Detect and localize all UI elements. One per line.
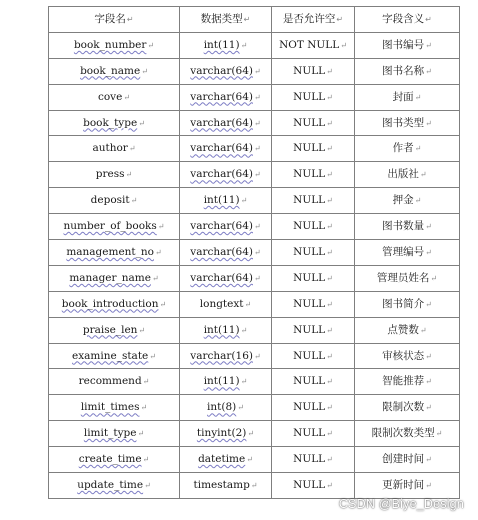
header-field-name-text: 字段名 (94, 12, 126, 25)
table-row (49, 421, 460, 447)
field-name-cell-text: book_name (80, 64, 141, 77)
field-name-cell (49, 58, 180, 84)
data-type-cell-text: varchar(64) (190, 245, 253, 258)
paragraph-mark: ↵ (253, 118, 261, 128)
nullable-cell (272, 447, 355, 473)
paragraph-mark: ↵ (326, 377, 333, 387)
data-type-cell-text: varchar(64) (190, 168, 253, 181)
paragraph-mark: ↵ (340, 40, 347, 50)
field-name-cell (49, 136, 180, 162)
paragraph-mark: ↵ (240, 325, 248, 335)
paragraph-mark: ↵ (326, 170, 333, 180)
field-name-cell-text: limit_type (83, 427, 137, 440)
paragraph-mark: ↵ (144, 480, 151, 490)
paragraph-mark: ↵ (240, 196, 248, 206)
nullable-cell (272, 162, 355, 188)
table-row (49, 162, 460, 188)
header-data-type-text: 数据类型 (200, 12, 243, 25)
field-meaning-cell (355, 84, 460, 110)
nullable-cell-text: NULL (293, 349, 326, 362)
paragraph-mark: ↵ (425, 351, 432, 361)
field-name-cell-text: create_time (78, 453, 142, 466)
paragraph-mark: ↵ (250, 480, 258, 490)
table-row (49, 240, 460, 266)
paragraph-mark: ↵ (247, 429, 255, 439)
nullable-cell (272, 473, 355, 499)
field-name-cell (49, 473, 180, 499)
csdn-watermark: CSDN @Biye_Design (338, 497, 464, 511)
data-type-cell (180, 162, 272, 188)
header-field-name (49, 7, 180, 33)
field-name-cell (49, 265, 180, 291)
nullable-cell-text: NULL (293, 427, 326, 440)
field-meaning-cell-text: 封面 (392, 90, 414, 103)
data-type-cell (180, 473, 272, 499)
nullable-cell-text: NULL (293, 478, 326, 491)
field-meaning-cell (355, 162, 460, 188)
field-name-cell-text: book_type (83, 116, 138, 129)
field-name-cell-text: book_number (73, 38, 147, 51)
field-name-cell-text: book_introduction (61, 297, 159, 310)
table-row (49, 343, 460, 369)
nullable-cell-text: NULL (293, 116, 326, 129)
paragraph-mark: ↵ (419, 325, 427, 335)
field-name-cell (49, 32, 180, 58)
field-definition-table (48, 6, 460, 499)
nullable-cell-text: NULL (293, 168, 326, 181)
nullable-cell-text: NULL (293, 142, 326, 155)
nullable-cell-text: NOT NULL (279, 38, 340, 51)
data-type-cell (180, 265, 272, 291)
nullable-cell (272, 291, 355, 317)
paragraph-mark: ↵ (425, 299, 432, 309)
paragraph-mark: ↵ (137, 429, 145, 439)
paragraph-mark: ↵ (326, 351, 333, 361)
paragraph-mark: ↵ (425, 455, 432, 465)
nullable-cell (272, 421, 355, 447)
field-name-cell (49, 369, 180, 395)
paragraph-mark: ↵ (425, 66, 432, 76)
data-type-cell-text: tinyint(2) (196, 427, 247, 440)
nullable-cell-text: NULL (293, 194, 326, 207)
nullable-cell (272, 214, 355, 240)
data-type-cell-text: varchar(64) (190, 142, 253, 155)
paragraph-mark: ↵ (425, 377, 432, 387)
field-name-cell-text: author (92, 142, 128, 155)
table-row (49, 32, 460, 58)
data-type-cell (180, 369, 272, 395)
paragraph-mark: ↵ (425, 14, 432, 24)
data-type-cell (180, 188, 272, 214)
paragraph-mark: ↵ (326, 325, 333, 335)
data-type-cell (180, 421, 272, 447)
data-type-cell (180, 447, 272, 473)
field-name-cell (49, 447, 180, 473)
paragraph-mark: ↵ (246, 455, 253, 465)
nullable-cell (272, 240, 355, 266)
field-meaning-cell (355, 395, 460, 421)
paragraph-mark: ↵ (326, 92, 333, 102)
header-data-type (180, 7, 272, 33)
paragraph-mark: ↵ (126, 14, 134, 24)
field-meaning-cell-text: 图书类型 (382, 116, 425, 129)
nullable-cell (272, 369, 355, 395)
table-body (49, 32, 460, 498)
field-name-cell (49, 84, 180, 110)
field-meaning-cell-text: 创建时间 (382, 453, 425, 466)
paragraph-mark: ↵ (326, 222, 333, 232)
field-meaning-cell (355, 188, 460, 214)
table-row (49, 84, 460, 110)
field-meaning-cell (355, 214, 460, 240)
field-name-cell (49, 421, 180, 447)
paragraph-mark: ↵ (140, 403, 148, 413)
table-row (49, 317, 460, 343)
paragraph-mark: ↵ (149, 351, 156, 361)
nullable-cell (272, 343, 355, 369)
data-type-cell (180, 240, 272, 266)
data-type-cell-text: int(11) (203, 38, 240, 51)
data-type-cell (180, 32, 272, 58)
paragraph-mark: ↵ (414, 92, 422, 102)
table-row (49, 58, 460, 84)
data-type-cell-text: varchar(64) (190, 116, 253, 129)
nullable-cell-text: NULL (293, 245, 326, 258)
field-meaning-cell (355, 317, 460, 343)
nullable-cell-text: NULL (293, 271, 326, 284)
data-type-cell (180, 136, 272, 162)
field-meaning-cell-text: 管理员姓名 (376, 271, 430, 284)
nullable-cell-text: NULL (293, 90, 326, 103)
field-meaning-cell (355, 369, 460, 395)
paragraph-mark: ↵ (326, 480, 333, 490)
paragraph-mark: ↵ (253, 170, 261, 180)
paragraph-mark: ↵ (336, 14, 344, 24)
field-meaning-cell (355, 136, 460, 162)
paragraph-mark: ↵ (243, 14, 251, 24)
nullable-cell (272, 395, 355, 421)
paragraph-mark: ↵ (326, 403, 333, 413)
field-meaning-cell (355, 240, 460, 266)
paragraph-mark: ↵ (141, 66, 148, 76)
nullable-cell-text: NULL (293, 297, 326, 310)
field-meaning-cell (355, 421, 460, 447)
paragraph-mark: ↵ (435, 429, 443, 439)
nullable-cell (272, 110, 355, 136)
table-row (49, 291, 460, 317)
field-meaning-cell-text: 智能推荐 (382, 375, 425, 388)
field-meaning-cell (355, 343, 460, 369)
field-name-cell-text: examine_state (72, 349, 149, 362)
field-meaning-cell-text: 限制次数 (382, 401, 425, 414)
data-type-cell-text: datetime (198, 453, 246, 466)
data-type-cell-text: longtext (199, 297, 244, 310)
data-type-cell (180, 84, 272, 110)
data-type-cell (180, 317, 272, 343)
data-type-cell-text: varchar(64) (190, 271, 253, 284)
nullable-cell-text: NULL (293, 401, 326, 414)
paragraph-mark: ↵ (159, 299, 167, 309)
paragraph-mark: ↵ (253, 351, 261, 361)
paragraph-mark: ↵ (253, 144, 261, 154)
nullable-cell (272, 188, 355, 214)
nullable-cell (272, 84, 355, 110)
field-meaning-cell-text: 作者 (392, 142, 414, 155)
paragraph-mark: ↵ (414, 196, 422, 206)
paragraph-mark: ↵ (240, 40, 248, 50)
field-name-cell-text: number_of_books (63, 220, 157, 233)
data-type-cell (180, 291, 272, 317)
paragraph-mark: ↵ (138, 118, 145, 128)
paragraph-mark: ↵ (253, 273, 261, 283)
field-meaning-cell-text: 出版社 (387, 168, 419, 181)
paragraph-mark: ↵ (253, 247, 261, 257)
paragraph-mark: ↵ (419, 170, 427, 180)
paragraph-mark: ↵ (326, 66, 333, 76)
paragraph-mark: ↵ (425, 247, 432, 257)
field-meaning-cell-text: 图书编号 (382, 38, 425, 51)
field-name-cell-text: manager_name (69, 271, 151, 284)
field-name-cell (49, 291, 180, 317)
data-type-cell-text: varchar(64) (190, 90, 253, 103)
data-type-cell-text: int(11) (203, 194, 240, 207)
field-name-cell-text: limit_times (80, 401, 140, 414)
field-meaning-cell-text: 图书简介 (382, 297, 425, 310)
field-meaning-cell (355, 447, 460, 473)
data-type-cell-text: int(11) (203, 323, 240, 336)
paragraph-mark: ↵ (123, 92, 131, 102)
field-name-cell-text: deposit (90, 194, 130, 207)
nullable-cell-text: NULL (293, 375, 326, 388)
table-row (49, 369, 460, 395)
paragraph-mark: ↵ (430, 273, 438, 283)
field-name-cell (49, 110, 180, 136)
nullable-cell (272, 32, 355, 58)
paragraph-mark: ↵ (326, 299, 333, 309)
paragraph-mark: ↵ (151, 273, 159, 283)
paragraph-mark: ↵ (326, 196, 333, 206)
nullable-cell-text: NULL (293, 64, 326, 77)
table-row (49, 265, 460, 291)
data-type-cell-text: int(11) (203, 375, 240, 388)
field-name-cell (49, 162, 180, 188)
paragraph-mark: ↵ (125, 170, 133, 180)
paragraph-mark: ↵ (240, 377, 248, 387)
paragraph-mark: ↵ (147, 40, 155, 50)
table-row (49, 188, 460, 214)
field-name-cell (49, 395, 180, 421)
paragraph-mark: ↵ (425, 40, 432, 50)
field-meaning-cell-text: 更新时间 (382, 478, 425, 491)
table-header (49, 7, 460, 33)
paragraph-mark: ↵ (253, 222, 261, 232)
field-name-cell-text: update_time (77, 478, 144, 491)
paragraph-mark: ↵ (237, 403, 244, 413)
header-nullable-text: 是否允许空 (282, 12, 336, 25)
field-meaning-cell (355, 32, 460, 58)
table-row (49, 136, 460, 162)
header-field-meaning (355, 7, 460, 33)
field-meaning-cell (355, 58, 460, 84)
paragraph-mark: ↵ (326, 429, 333, 439)
paragraph-mark: ↵ (425, 403, 432, 413)
paragraph-mark: ↵ (425, 118, 432, 128)
paragraph-mark: ↵ (130, 196, 138, 206)
field-name-cell (49, 317, 180, 343)
data-type-cell-text: varchar(16) (190, 349, 253, 362)
nullable-cell (272, 136, 355, 162)
field-meaning-cell-text: 押金 (392, 194, 414, 207)
field-meaning-cell-text: 限制次数类型 (371, 427, 435, 440)
field-name-cell (49, 343, 180, 369)
field-meaning-cell (355, 473, 460, 499)
data-type-cell-text: timestamp (193, 478, 250, 491)
field-name-cell-text: management_no (66, 245, 154, 258)
field-meaning-cell-text: 点赞数 (387, 323, 419, 336)
data-type-cell (180, 343, 272, 369)
data-type-cell (180, 395, 272, 421)
data-type-cell (180, 214, 272, 240)
nullable-cell-text: NULL (293, 323, 326, 336)
field-name-cell-text: cove (97, 90, 123, 103)
paragraph-mark: ↵ (326, 144, 333, 154)
nullable-cell (272, 317, 355, 343)
field-meaning-cell-text: 审核状态 (382, 349, 425, 362)
header-nullable (272, 7, 355, 33)
table-row (49, 395, 460, 421)
paragraph-mark: ↵ (326, 118, 333, 128)
data-type-cell-text: varchar(64) (190, 220, 253, 233)
field-name-cell (49, 240, 180, 266)
paragraph-mark: ↵ (253, 66, 261, 76)
paragraph-mark: ↵ (244, 299, 252, 309)
nullable-cell (272, 265, 355, 291)
paragraph-mark: ↵ (326, 273, 333, 283)
table-row (49, 447, 460, 473)
data-type-cell-text: varchar(64) (190, 64, 253, 77)
nullable-cell-text: NULL (293, 220, 326, 233)
paragraph-mark: ↵ (154, 247, 162, 257)
field-name-cell (49, 188, 180, 214)
table-row (49, 110, 460, 136)
paragraph-mark: ↵ (142, 455, 150, 465)
nullable-cell-text: NULL (293, 453, 326, 466)
field-meaning-cell (355, 265, 460, 291)
field-meaning-cell-text: 图书数量 (382, 220, 425, 233)
table-row (49, 473, 460, 499)
data-type-cell (180, 110, 272, 136)
field-name-cell-text: press (95, 168, 125, 181)
paragraph-mark: ↵ (142, 377, 150, 387)
field-meaning-cell-text: 图书名称 (382, 64, 425, 77)
paragraph-mark: ↵ (425, 480, 432, 490)
paragraph-mark: ↵ (425, 222, 432, 232)
data-type-cell (180, 58, 272, 84)
field-meaning-cell (355, 110, 460, 136)
paragraph-mark: ↵ (128, 144, 136, 154)
paragraph-mark: ↵ (414, 144, 422, 154)
paragraph-mark: ↵ (326, 247, 333, 257)
paragraph-mark: ↵ (138, 325, 146, 335)
nullable-cell (272, 58, 355, 84)
paragraph-mark: ↵ (326, 455, 333, 465)
paragraph-mark: ↵ (157, 222, 165, 232)
header-field-meaning-text: 字段含义 (382, 12, 425, 25)
field-name-cell-text: recommend (78, 375, 142, 388)
field-meaning-cell-text: 管理编号 (382, 245, 425, 258)
paragraph-mark: ↵ (253, 92, 261, 102)
data-type-cell-text: int(8) (207, 401, 237, 414)
header-row (49, 7, 460, 33)
field-meaning-cell (355, 291, 460, 317)
field-name-cell (49, 214, 180, 240)
table-row (49, 214, 460, 240)
field-name-cell-text: praise_len (82, 323, 138, 336)
